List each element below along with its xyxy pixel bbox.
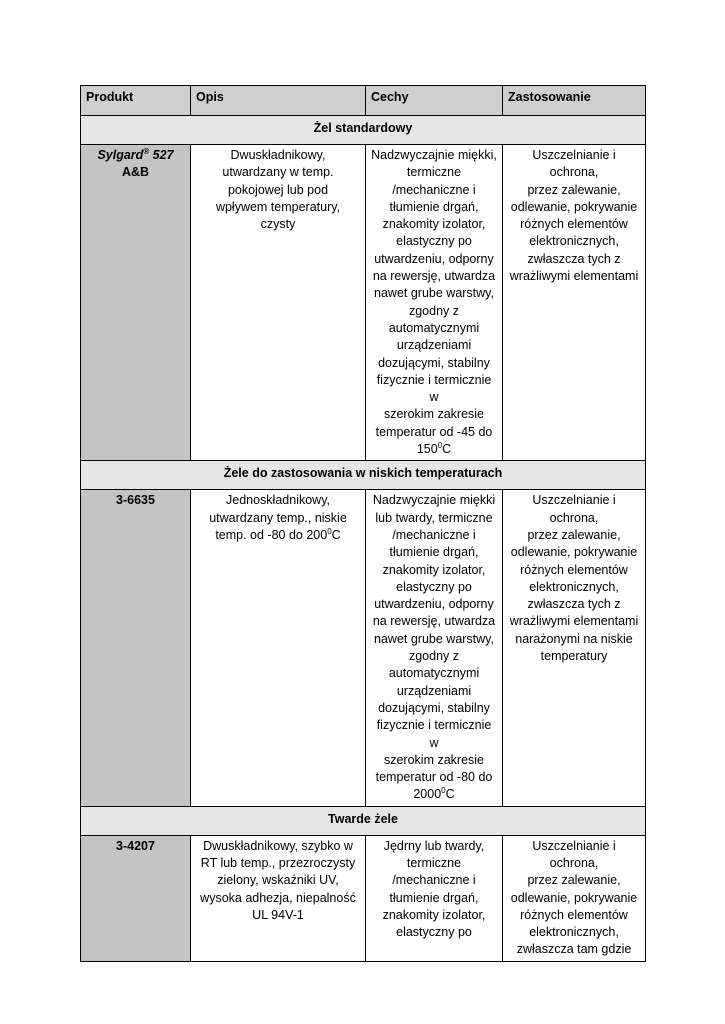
cechy-cell: Jędrny lub twardy, termiczne /mechaniczne i tłumienie drgań, znakomity izolator, elastyczny po	[366, 835, 503, 961]
header-produkt: Produkt	[81, 86, 191, 116]
product-table	[80, 85, 646, 962]
cechy-cell	[366, 145, 503, 461]
header-opis: Opis	[191, 86, 366, 116]
table-row	[81, 835, 646, 961]
table-row	[81, 490, 646, 806]
opis-cell	[191, 490, 366, 806]
product-name-suffix: 527	[149, 148, 174, 162]
product-name-cell	[81, 145, 191, 461]
product-name-cell	[81, 490, 191, 806]
product-name-line2: A&B	[121, 165, 150, 180]
opis-cell: Dwuskładnikowy, utwardzany w temp. pokojowej lub pod wpływem temperatury, czysty	[191, 145, 366, 461]
opis-cell: Dwuskładnikowy, szybko w RT lub temp., przezroczysty zielony, wskaźniki UV, wysoka adhezja, niepalność UL 94V-1	[191, 835, 366, 961]
opis-unit: C	[331, 527, 341, 542]
opis-text: Jednoskładnikowy, utwardzany temp., niskie temp. od -80 do 200	[209, 493, 347, 542]
zastosowanie-cell: Uszczelnianie i ochrona, przez zalewanie, odlewanie, pokrywanie różnych elementów elektronicznych, zwłaszcza tych z wrażliwymi elementami	[503, 145, 646, 461]
registered-mark: ®	[143, 146, 150, 156]
table-row	[81, 145, 646, 461]
product-name-cell	[81, 835, 191, 961]
degree-sup: 0	[327, 526, 332, 536]
header-zastosowanie: Zastosowanie	[503, 86, 646, 116]
section-row	[81, 806, 646, 835]
product-name: 3-4207	[116, 838, 155, 853]
zastosowanie-cell: Uszczelnianie i ochrona, przez zalewanie, odlewanie, pokrywanie różnych elementów elektronicznych, zwłaszcza tych z wrażliwymi elementami narażonymi na niskie temperatury	[503, 490, 646, 806]
cechy-cell	[366, 490, 503, 806]
section-row	[81, 461, 646, 490]
cechy-unit: C	[442, 442, 452, 457]
cechy-text: Nadzwyczajnie miękki lub twardy, termiczne /mechaniczne i tłumienie drgań, znakomity izolator, elastyczny po utwardzeniu, odporny na rewersję, utwardza nawet grube warstwy, zgodny z automatycznymi urządzeniami dozującymi, stabilny fizycznie i termicznie w szerokim zakresie temperatur od -80 do 2000	[372, 493, 496, 802]
product-name: Sylgard	[97, 148, 144, 162]
section-title: Żel standardowy	[81, 116, 646, 145]
header-cechy: Cechy	[366, 86, 503, 116]
section-title: Twarde żele	[81, 806, 646, 835]
degree-sup: 0	[437, 440, 443, 450]
degree-sup: 0	[441, 786, 446, 796]
section-title: Żele do zastosowania w niskich temperaturach	[81, 461, 646, 490]
zastosowanie-cell: Uszczelnianie i ochrona, przez zalewanie, odlewanie, pokrywanie różnych elementów elektronicznych, zwłaszcza tam gdzie	[503, 835, 646, 961]
cechy-text: Nadzwyczajnie miękki, termiczne /mechaniczne i tłumienie drgań, znakomity izolator, elastyczny po utwardzeniu, odporny na rewersję, utwardza nawet grube warstwy, zgodny z automatycznymi urządzeniami dozującymi, stabilny fizycznie i termicznie w szerokim zakresie temperatur od -45 do 150	[371, 148, 497, 457]
section-row	[81, 116, 646, 145]
cechy-unit: C	[445, 787, 455, 802]
product-name: 3-6635	[116, 493, 155, 508]
table-header-row	[81, 86, 646, 116]
